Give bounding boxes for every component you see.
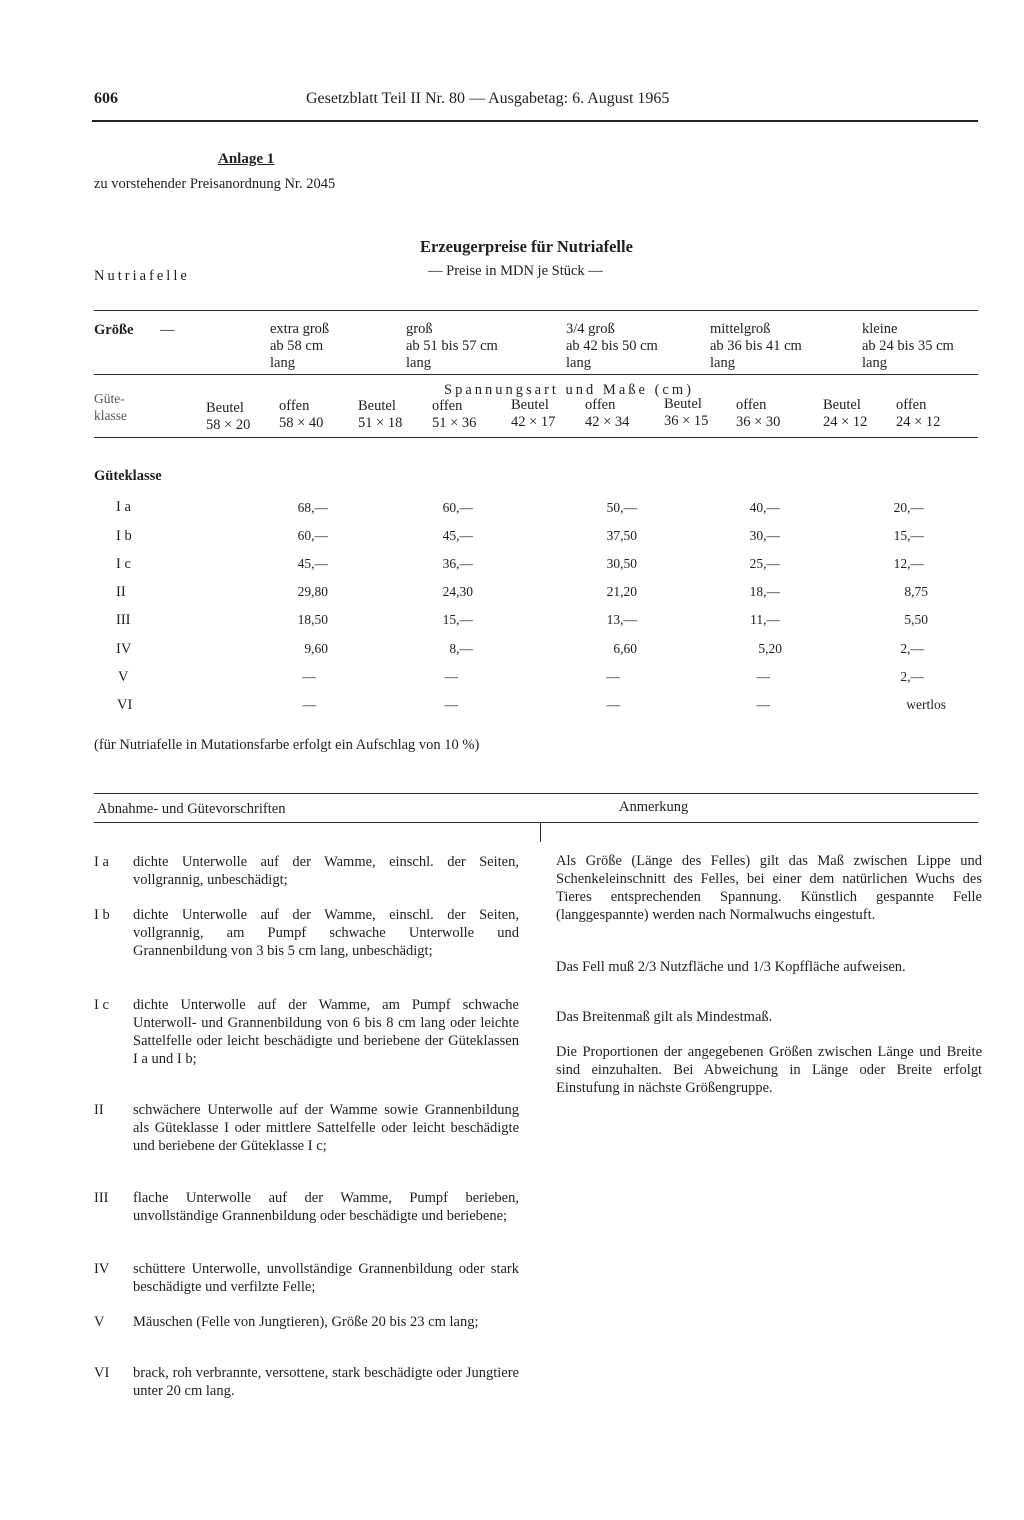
price-cell: wertlos <box>906 697 946 712</box>
rule-text: schwächere Unterwolle auf der Wamme sowie Grannenbildung als Güteklasse I oder mittlere Sattelfelle oder leicht beschädigte und beriebene der Güteklasse I c; <box>133 1102 519 1154</box>
price-cell: 2,— <box>900 669 924 684</box>
table-subtitle: — Preise in MDN je Stück — <box>428 263 603 279</box>
grade-code: I a <box>116 499 131 515</box>
price-cell: 45,— <box>297 556 328 571</box>
section-bottom-rule <box>94 822 978 823</box>
price-cell: 8,75 <box>904 584 928 599</box>
tension-header-rule <box>94 437 978 438</box>
page-header-title: Gesetzblatt Teil II Nr. 80 — Ausgabetag: 6. August 1965 <box>306 90 670 107</box>
price-cell: — <box>444 697 458 712</box>
price-cell: 24,30 <box>442 584 473 599</box>
col-beutel-42: Beutel 42 × 17 <box>511 397 556 430</box>
col-beutel-24: Beutel 24 × 12 <box>823 397 868 430</box>
notes-section-title: Anmerkung <box>619 799 689 815</box>
size-group-gross: groß ab 51 bis 57 cm lang <box>406 321 498 371</box>
col-beutel-58: Beutel 58 × 20 <box>206 400 251 433</box>
rule-code: IV <box>94 1261 110 1277</box>
rule-text: Mäuschen (Felle von Jungtieren), Größe 20 bis 23 cm lang; <box>133 1314 479 1330</box>
price-cell: — <box>606 697 620 712</box>
price-cell: 30,— <box>749 528 780 543</box>
price-cell: — <box>302 697 316 712</box>
price-cell: 18,50 <box>297 612 328 627</box>
price-cell: — <box>444 669 458 684</box>
grade-code: VI <box>117 697 133 713</box>
rule-code: VI <box>94 1365 110 1381</box>
grade-section-label: Güteklasse <box>94 468 162 484</box>
note-paragraph: Das Breitenmaß gilt als Mindestmaß. <box>556 1009 773 1025</box>
rules-section-title: Abnahme- und Gütevorschriften <box>97 801 286 817</box>
price-cell: — <box>756 669 770 684</box>
price-cell: 50,— <box>606 500 637 515</box>
price-cell: 11,— <box>750 612 780 627</box>
size-dash: — <box>160 322 175 338</box>
rule-code: III <box>94 1190 109 1206</box>
col-offen-24: offen 24 × 12 <box>896 397 941 430</box>
price-cell: 60,— <box>297 528 328 543</box>
table-title: Erzeugerpreise für Nutriafelle <box>420 237 633 256</box>
rule-text: brack, roh verbrannte, versottene, stark beschädigte oder Jungtiere unter 20 cm lang. <box>133 1365 519 1399</box>
note-paragraph: Das Fell muß 2/3 Nutzfläche und 1/3 Kopffläche aufweisen. <box>556 959 906 975</box>
section-divider <box>540 822 541 842</box>
rule-text: flache Unterwolle auf der Wamme, Pumpf berieben, unvollständige Grannenbildung oder beschädigte und beriebene; <box>133 1190 519 1224</box>
price-cell: 9,60 <box>304 641 328 656</box>
rule-text: schüttere Unterwolle, unvollständige Grannenbildung oder stark beschädigte und verfilzte Felle; <box>133 1261 519 1295</box>
col-beutel-51: Beutel 51 × 18 <box>358 398 403 431</box>
rule-text: dichte Unterwolle auf der Wamme, am Pumpf schwache Unterwoll- und Grannenbildung von 6 bis 8 cm lang oder leichte Sattelfelle oder leicht beschädigte und beriebene der Güteklassen I a und I b; <box>133 997 519 1067</box>
rule-code: V <box>94 1314 105 1330</box>
spanning-title: Spannungsart und Maße (cm) <box>444 382 694 398</box>
price-cell: 15,— <box>893 528 924 543</box>
size-group-three-quarter: 3/4 groß ab 42 bis 50 cm lang <box>566 321 658 371</box>
size-header-rule <box>94 374 978 375</box>
price-cell: — <box>606 669 620 684</box>
price-cell: 60,— <box>442 500 473 515</box>
price-cell: 5,20 <box>758 641 782 656</box>
price-cell: 2,— <box>900 641 924 656</box>
table-top-rule <box>94 310 978 311</box>
rule-code: I b <box>94 907 110 923</box>
size-label: Größe <box>94 322 134 338</box>
note-paragraph: Die Proportionen der angegebenen Größen zwischen Länge und Breite sind einzuhalten. Bei Abweichung in Länge oder Breite erfolgt Einstufung in nächste Größengruppe. <box>556 1044 982 1096</box>
size-group-mittelgross: mittelgroß ab 36 bis 41 cm lang <box>710 321 802 371</box>
price-cell: 45,— <box>442 528 473 543</box>
rule-text: dichte Unterwolle auf der Wamme, einschl. der Seiten, vollgrannig, unbeschädigt; <box>133 854 519 888</box>
price-cell: 6,60 <box>613 641 637 656</box>
rule-code: I c <box>94 997 109 1013</box>
price-cell: 25,— <box>749 556 780 571</box>
price-cell: — <box>302 669 316 684</box>
col-offen-36: offen 36 × 30 <box>736 397 781 430</box>
note-paragraph: Als Größe (Länge des Felles) gilt das Maß zwischen Lippe und Schenkeleinschnitt des Felles, bei einer dem natürlichen Wuchs des Tieres entsprechenden Spannung. Künstlich gespannte Felle (langgespannte) werden nach Normalwuchs eingestuft. <box>556 853 982 923</box>
price-cell: 20,— <box>893 500 924 515</box>
mutation-note: (für Nutriafelle in Mutationsfarbe erfolgt ein Aufschlag von 10 %) <box>94 737 480 753</box>
col-offen-42: offen 42 × 34 <box>585 397 630 430</box>
price-cell: 30,50 <box>606 556 637 571</box>
price-cell: 12,— <box>893 556 924 571</box>
price-cell: 36,— <box>442 556 473 571</box>
price-cell: 15,— <box>442 612 473 627</box>
rule-code: II <box>94 1102 104 1118</box>
table-left-label: Nutriafelle <box>94 268 190 284</box>
size-group-extra-gross: extra groß ab 58 cm lang <box>270 321 330 371</box>
price-cell: 40,— <box>749 500 780 515</box>
price-cell: — <box>756 697 770 712</box>
price-cell: 18,— <box>749 584 780 599</box>
price-cell: 5,50 <box>904 612 928 627</box>
grade-code: II <box>116 584 126 600</box>
grade-code: IV <box>116 641 132 657</box>
price-cell: 21,20 <box>606 584 637 599</box>
grade-code: V <box>118 669 129 685</box>
rule-text: dichte Unterwolle auf der Wamme, einschl. der Seiten, vollgrannig, am Pumpf schwache Unterwolle und Grannenbildung von 3 bis 5 cm lang, unbeschädigt; <box>133 907 519 959</box>
annex-title: Anlage 1 <box>218 151 275 167</box>
col-beutel-36: Beutel 36 × 15 <box>664 396 709 429</box>
annex-subtitle: zu vorstehender Preisanordnung Nr. 2045 <box>94 176 336 192</box>
price-cell: 29,80 <box>297 584 328 599</box>
price-cell: 13,— <box>606 612 637 627</box>
page-number: 606 <box>94 90 118 107</box>
rule-code: I a <box>94 854 109 870</box>
grade-code: III <box>116 612 131 628</box>
col-offen-51: offen 51 × 36 <box>432 398 477 431</box>
price-cell: 8,— <box>449 641 473 656</box>
section-top-rule <box>94 793 978 794</box>
grade-code: I c <box>116 556 131 572</box>
price-cell: 68,— <box>297 500 328 515</box>
col-offen-58: offen 58 × 40 <box>279 398 324 431</box>
header-rule <box>92 120 978 122</box>
size-group-kleine: kleine ab 24 bis 35 cm lang <box>862 321 954 371</box>
quality-class-label: Güte- klasse <box>94 391 127 423</box>
grade-code: I b <box>116 528 132 544</box>
price-cell: 37,50 <box>606 528 637 543</box>
